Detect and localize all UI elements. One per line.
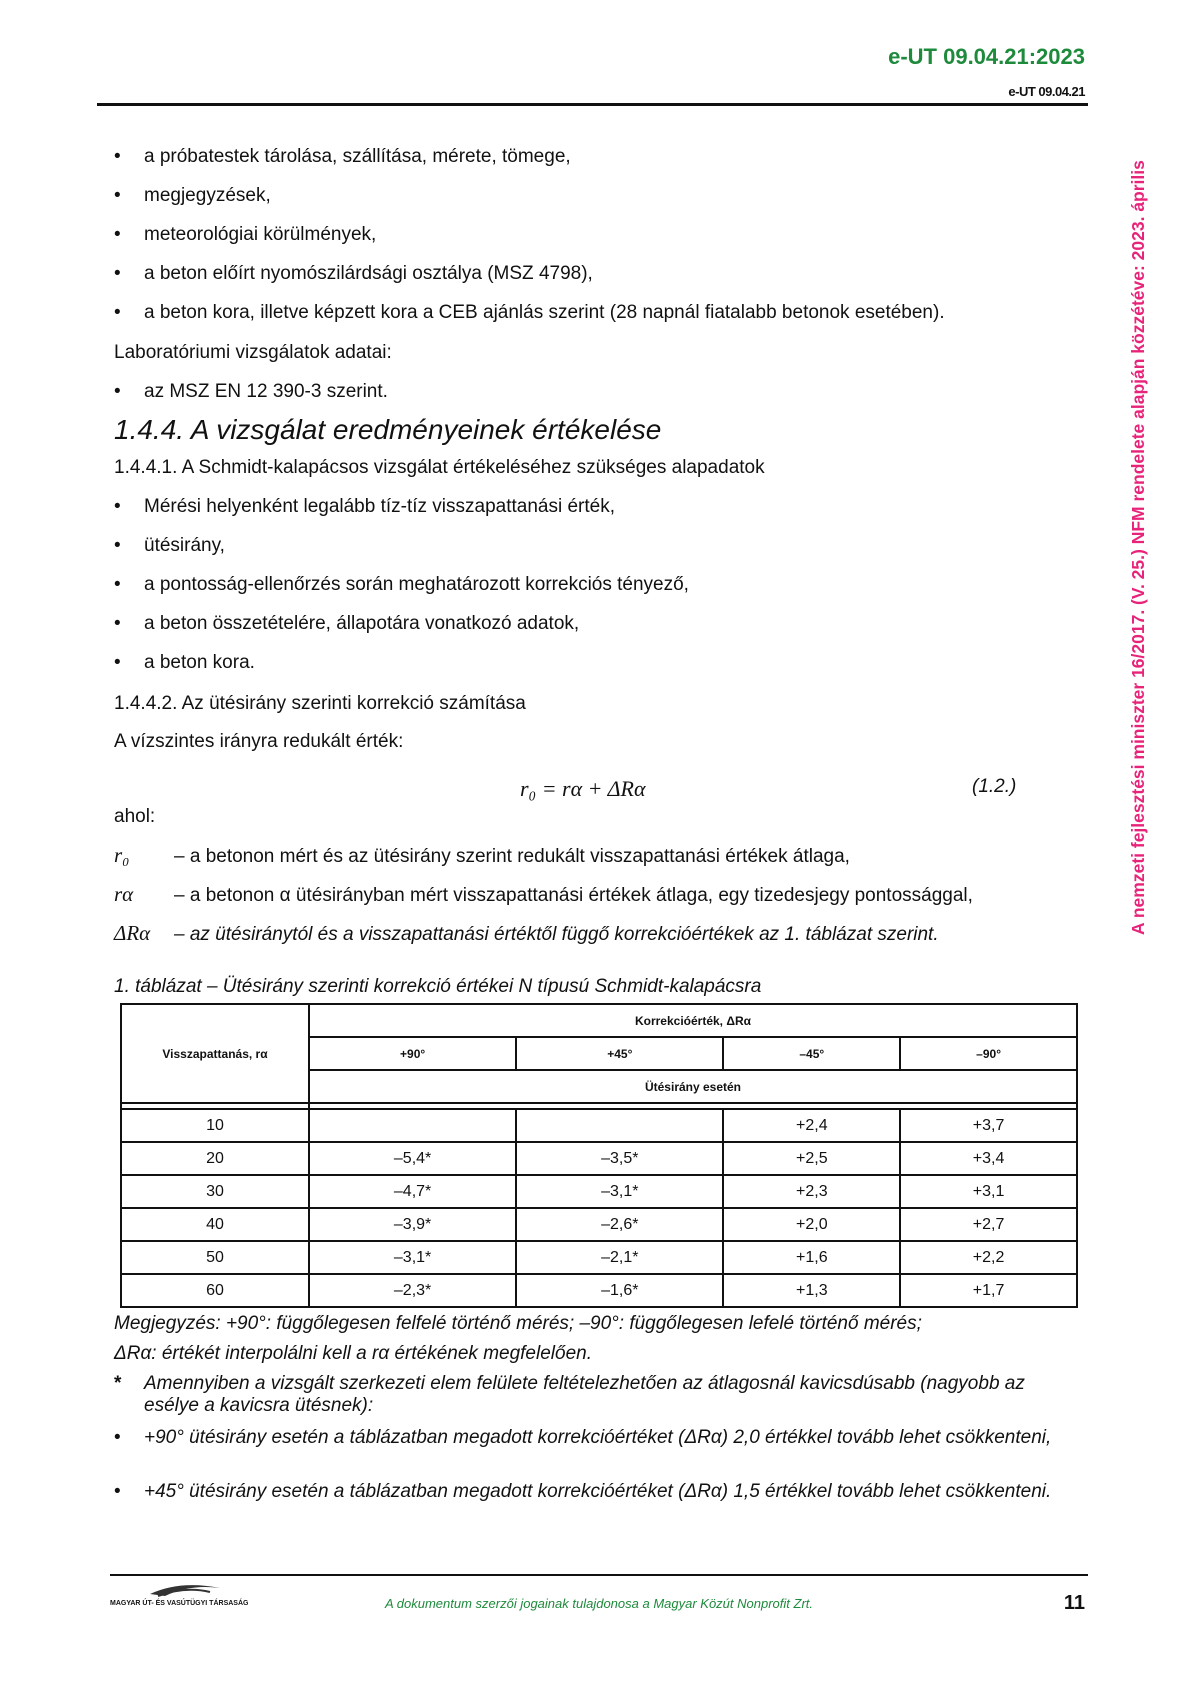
list-item: • ütésirány, bbox=[114, 535, 225, 556]
table-row bbox=[121, 1208, 1077, 1241]
definition-text: – a betonon α ütésirányban mért visszapattanási értékek átlaga, egy tizedesjegy pontossággal, bbox=[174, 885, 973, 906]
header-rule bbox=[97, 103, 1088, 106]
correction-value: –2,6* bbox=[516, 1208, 723, 1241]
rebound-value: 40 bbox=[121, 1208, 309, 1241]
correction-value: +1,3 bbox=[723, 1274, 900, 1307]
list-item: • a beton kora. bbox=[114, 652, 255, 673]
list-item: • a pontosság-ellenőrzés során meghatározott korrekciós tényező, bbox=[114, 574, 689, 595]
definition-row bbox=[114, 882, 973, 907]
note-gravel-text: Amennyiben a vizsgált szerkezeti elem felülete feltételezhetően az átlagosnál kavicsdúsabb (nagyobb az esélye a kavicsra ütésnek): bbox=[144, 1373, 1025, 1416]
list-item: • az MSZ EN 12 390-3 szerint. bbox=[114, 381, 388, 402]
footer-rule bbox=[110, 1574, 1088, 1576]
correction-value: –3,1* bbox=[516, 1175, 723, 1208]
table-caption: 1. táblázat – Ütésirány szerinti korrekció értékei N típusú Schmidt-kalapácsra bbox=[114, 976, 762, 997]
list-item-text: az MSZ EN 12 390-3 szerint. bbox=[144, 381, 388, 402]
list-item: • megjegyzések, bbox=[114, 185, 271, 206]
publication-side-note: A nemzeti fejlesztési miniszter 16/2017. (V. 25.) NFM rendelete alapján közzétéve: 2023. április bbox=[1128, 160, 1148, 935]
correction-value: –3,5* bbox=[516, 1142, 723, 1175]
list-item: • Mérési helyenként legalább tíz-tíz visszapattanási érték, bbox=[114, 496, 616, 517]
rebound-header: Visszapattanás, rα bbox=[121, 1004, 309, 1103]
document-code: e-UT 09.04.21:2023 bbox=[888, 44, 1085, 69]
direction-header: Ütésirány esetén bbox=[309, 1070, 1077, 1103]
correction-value: +1,6 bbox=[723, 1241, 900, 1274]
correction-value: +3,4 bbox=[900, 1142, 1077, 1175]
rebound-value: 60 bbox=[121, 1274, 309, 1307]
table-row bbox=[121, 1241, 1077, 1274]
correction-value: –1,6* bbox=[516, 1274, 723, 1307]
document-code-small: e-UT 09.04.21 bbox=[1008, 84, 1085, 99]
correction-value: +2,3 bbox=[723, 1175, 900, 1208]
correction-value: –5,4* bbox=[309, 1142, 516, 1175]
correction-value: +2,2 bbox=[900, 1241, 1077, 1274]
angle-header: –45° bbox=[723, 1037, 900, 1070]
note-directions: Megjegyzés: +90°: függőlegesen felfelé történő mérés; –90°: függőlegesen lefelé történő mérés; bbox=[114, 1313, 922, 1334]
correction-value: –4,7* bbox=[309, 1175, 516, 1208]
correction-value: –3,1* bbox=[309, 1241, 516, 1274]
correction-value bbox=[309, 1109, 516, 1142]
subsection-1-title: 1.4.4.1. A Schmidt-kalapácsos vizsgálat értékeléséhez szükséges alapadatok bbox=[114, 457, 765, 478]
correction-value: +3,7 bbox=[900, 1109, 1077, 1142]
note-gravel bbox=[114, 1373, 1084, 1417]
note-plus45: • +45° ütésirány esetén a táblázatban megadott korrekcióértéket (ΔRα) 1,5 értékkel tovább lehet csökkenteni. bbox=[114, 1481, 1052, 1502]
angle-header: –90° bbox=[900, 1037, 1077, 1070]
table-row bbox=[121, 1175, 1077, 1208]
list-item-text: a beton kora. bbox=[144, 652, 255, 673]
section-title: 1.4.4. A vizsgálat eredményeinek értékelése bbox=[114, 414, 662, 445]
list-item-text: ütésirány, bbox=[144, 535, 225, 556]
lab-data-heading: Laboratóriumi vizsgálatok adatai: bbox=[114, 342, 392, 363]
logo-text: MAGYAR ÚT- ÉS VASÚTÜGYI TÁRSASÁG bbox=[110, 1600, 249, 1607]
rebound-value: 20 bbox=[121, 1142, 309, 1175]
correction-value: +2,0 bbox=[723, 1208, 900, 1241]
correction-group-header: Korrekcióérték, ΔRα bbox=[309, 1004, 1077, 1037]
table-row bbox=[121, 1142, 1077, 1175]
asterisk-mark: * bbox=[114, 1373, 122, 1394]
correction-value bbox=[516, 1109, 723, 1142]
list-item-text: a próbatestek tárolása, szállítása, mérete, tömege, bbox=[144, 146, 571, 167]
list-item: • a beton előírt nyomószilárdsági osztálya (MSZ 4798), bbox=[114, 263, 593, 284]
definition-row bbox=[114, 843, 850, 868]
list-item: • a beton kora, illetve képzett kora a CEB ajánlás szerint (28 napnál fiatalabb betonok esetében). bbox=[114, 302, 945, 323]
subsection-2-title: 1.4.4.2. Az ütésirány szerinti korrekció számítása bbox=[114, 693, 526, 714]
table-body bbox=[121, 1109, 1077, 1307]
list-item: • meteorológiai körülmények, bbox=[114, 224, 377, 245]
note-interpolation: ΔRα: értékét interpolálni kell a rα értékének megfelelően. bbox=[114, 1343, 592, 1364]
definition-symbol: r₀ bbox=[114, 843, 130, 867]
list-item-text: a beton kora, illetve képzett kora a CEB ajánlás szerint (28 napnál fiatalabb betonok esetében). bbox=[144, 302, 945, 323]
angle-header: +90° bbox=[309, 1037, 516, 1070]
note-plus90: • +90° ütésirány esetén a táblázatban megadott korrekcióértéket (ΔRα) 2,0 értékkel tovább lehet csökkenteni, bbox=[114, 1427, 1052, 1448]
where-label: ahol: bbox=[114, 806, 156, 827]
correction-value: +2,4 bbox=[723, 1109, 900, 1142]
formula: r₀ = rα + ΔRα bbox=[520, 776, 646, 801]
definition-text: – a betonon mért és az ütésirány szerint redukált visszapattanási értékek átlaga, bbox=[174, 846, 850, 867]
definition-text: – az ütésiránytól és a visszapattanási értéktől függő korrekcióértékek az 1. táblázat szerint. bbox=[174, 924, 939, 945]
correction-value: –2,3* bbox=[309, 1274, 516, 1307]
definition-row bbox=[114, 921, 939, 946]
list-item-text: meteorológiai körülmények, bbox=[144, 224, 377, 245]
list-item-text: a pontosság-ellenőrzés során meghatározott korrekciós tényező, bbox=[144, 574, 689, 595]
note-plus90-text: +90° ütésirány esetén a táblázatban megadott korrekcióértéket (ΔRα) 2,0 értékkel tovább lehet csökkenteni, bbox=[144, 1427, 1052, 1448]
angle-header: +45° bbox=[516, 1037, 723, 1070]
page-number: 11 bbox=[1063, 1592, 1085, 1614]
definition-symbol: rα bbox=[114, 882, 134, 906]
rebound-value: 30 bbox=[121, 1175, 309, 1208]
copyright-text: A dokumentum szerzői jogainak tulajdonosa a Magyar Közút Nonprofit Zrt. bbox=[384, 1596, 813, 1611]
correction-value: –3,9* bbox=[309, 1208, 516, 1241]
rebound-value: 10 bbox=[121, 1109, 309, 1142]
correction-value: +1,7 bbox=[900, 1274, 1077, 1307]
formula-number: (1.2.) bbox=[972, 776, 1017, 797]
formula-intro: A vízszintes irányra redukált érték: bbox=[114, 731, 404, 752]
correction-value: +2,5 bbox=[723, 1142, 900, 1175]
list-item-text: a beton előírt nyomószilárdsági osztálya (MSZ 4798), bbox=[144, 263, 593, 284]
list-item-text: megjegyzések, bbox=[144, 185, 271, 206]
table-row bbox=[121, 1109, 1077, 1142]
note-plus45-text: +45° ütésirány esetén a táblázatban megadott korrekcióértéket (ΔRα) 1,5 értékkel tovább lehet csökkenteni. bbox=[144, 1481, 1052, 1502]
correction-value: –2,1* bbox=[516, 1241, 723, 1274]
correction-table bbox=[120, 1003, 1078, 1308]
list-item: • a próbatestek tárolása, szállítása, mérete, tömege, bbox=[114, 146, 571, 167]
table-row bbox=[121, 1274, 1077, 1307]
correction-value: +2,7 bbox=[900, 1208, 1077, 1241]
list-item-text: a beton összetételére, állapotára vonatkozó adatok, bbox=[144, 613, 580, 634]
rebound-value: 50 bbox=[121, 1241, 309, 1274]
correction-value: +3,1 bbox=[900, 1175, 1077, 1208]
list-item: • a beton összetételére, állapotára vonatkozó adatok, bbox=[114, 613, 580, 634]
list-item-text: Mérési helyenként legalább tíz-tíz visszapattanási érték, bbox=[144, 496, 616, 517]
definition-symbol: ΔRα bbox=[114, 921, 151, 945]
